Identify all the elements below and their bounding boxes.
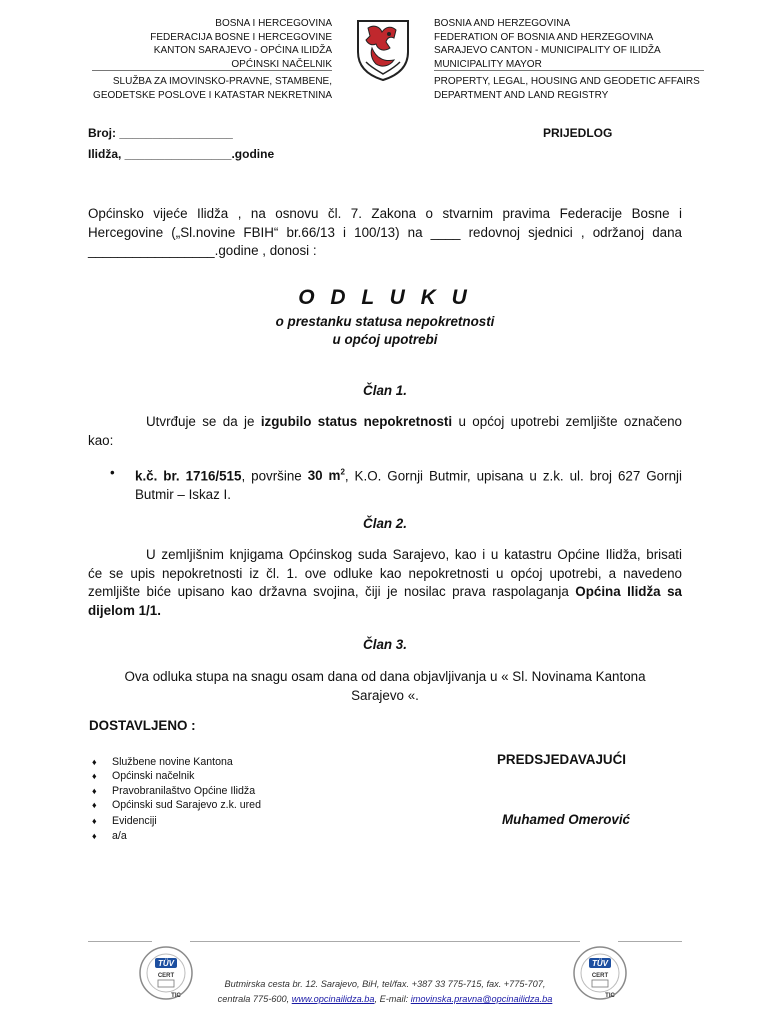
header-right-line: BOSNIA AND HERZEGOVINA — [434, 18, 571, 29]
header-right-line: MUNICIPALITY MAYOR — [434, 58, 542, 70]
diamond-bullet-icon: ♦ — [92, 785, 97, 796]
distribution-item-label: a/a — [112, 830, 127, 843]
parcel-line: Butmir – Iskaz I. — [135, 486, 231, 502]
clan-2-emphasis: dijelom 1/1. — [88, 602, 161, 618]
parcel-area — [308, 468, 345, 483]
footer-divider — [618, 941, 682, 942]
diamond-bullet-icon: ♦ — [92, 771, 97, 782]
intro-paragraph — [88, 205, 682, 261]
footer-divider — [190, 941, 580, 942]
clan-2-line — [88, 602, 682, 621]
subtitle-line: u općoj upotrebi — [332, 332, 438, 347]
subtitle-line: o prestanku statusa nepokretnosti — [275, 314, 495, 329]
diamond-bullet-icon: ♦ — [92, 800, 97, 811]
header-left-dept: GEODETSKE POSLOVE I KATASTAR NEKRETNINA — [93, 89, 332, 101]
header-left-divider — [92, 70, 332, 71]
header-right — [434, 17, 700, 103]
document-subtitle — [0, 313, 770, 349]
distribution-item-label: Pravobranilaštvo Općine Ilidža — [112, 784, 256, 797]
signature-name: Muhamed Omerović — [502, 812, 630, 827]
header-left-line: OPĆINSKI NAČELNIK — [231, 58, 332, 70]
intro-line: Hercegovine („Sl.novine FBIH“ br.66/13 i 100/13) na ____ redovnoj sjednici , održanoj dana — [88, 224, 682, 240]
signature-role: PREDSJEDAVAJUĆI — [497, 752, 626, 767]
distribution-item — [92, 814, 261, 828]
email-link[interactable]: imovinska.pravna@opcinailidza.ba — [410, 994, 553, 1004]
cert-brand-text: TÜV — [592, 959, 608, 968]
clan-3-line: Sarajevo «. — [351, 687, 419, 703]
cert-brand-text: TÜV — [158, 959, 174, 968]
clan-1-line: kao: — [88, 432, 114, 448]
broj-field: Broj: _________________ — [88, 126, 233, 140]
distribution-item — [92, 784, 261, 798]
clan-1-emphasis: izgubilo status nepokretnosti — [260, 414, 453, 429]
distribution-list — [92, 755, 261, 843]
distribution-item-label: Evidenciji — [112, 814, 157, 827]
website-link[interactable]: www.opcinailidza.ba — [291, 994, 375, 1004]
header-left-line: KANTON SARAJEVO - OPĆINA ILIDŽA — [153, 45, 332, 57]
distribution-item — [92, 829, 261, 843]
parcel-area-value: 30 m — [307, 468, 341, 484]
parcel-line — [135, 464, 682, 486]
clan-1-line — [88, 413, 682, 432]
footer-text: , E-mail: — [374, 994, 411, 1004]
bullet: • — [110, 465, 115, 480]
distribution-item-label: Općinski sud Sarajevo z.k. ured — [112, 799, 261, 812]
distribution-item — [92, 798, 261, 812]
clan-2-text: zemljište biće upisano kao državna svojina, čiji je nosilac prava raspolaganja — [88, 584, 576, 599]
header-left-line: BOSNA I HERCEGOVINA — [215, 18, 332, 29]
header-right-dept: PROPERTY, LEGAL, HOUSING AND GEODETIC AFFAIRS — [434, 76, 700, 88]
footer-contact-line — [0, 992, 770, 1007]
header-right-line: SARAJEVO CANTON - MUNICIPALITY OF ILIDŽA — [434, 45, 661, 57]
distribution-item — [92, 755, 261, 769]
cert-code-text: TIC — [605, 993, 615, 999]
header-left-line: FEDERACIJA BOSNE I HERCEGOVINE — [150, 31, 332, 43]
clan-1-heading: Član 1. — [363, 383, 407, 398]
clan-2-line: U zemljišnim knjigama Općinskog suda Sarajevo, kao i u katastru Općine Ilidža, brisati — [146, 547, 682, 562]
parcel-area-unit: 2 — [340, 468, 345, 477]
distribution-item-label: Službene novine Kantona — [112, 756, 233, 768]
cert-label-text: CERT — [591, 973, 609, 979]
parcel-list-item — [108, 464, 682, 504]
clan-2-heading: Član 2. — [363, 516, 407, 531]
clan-1-text: u općoj upotrebi zemljište označeno — [452, 414, 682, 429]
parcel-number: k.č. br. 1716/515 — [135, 468, 242, 484]
footer-text: centrala 775-600, — [217, 994, 292, 1004]
diamond-bullet-icon: ♦ — [92, 815, 97, 826]
prijedlog-label: PRIJEDLOG — [543, 126, 613, 140]
parcel-text: , površine — [241, 468, 308, 484]
ilidza-date-field: Ilidža, ________________.godine — [88, 147, 275, 161]
footer-address: Butmirska cesta br. 12. Sarajevo, BiH, tel/fax. +387 33 775-715, fax. +775-707, — [224, 979, 546, 989]
header-right-divider — [434, 70, 704, 71]
header-left — [93, 17, 332, 103]
intro-line: _________________.godine , donosi : — [88, 243, 317, 258]
header-right-dept: DEPARTMENT AND LAND REGISTRY — [434, 89, 609, 101]
cert-label-text: CERT — [157, 973, 175, 979]
clan-2-paragraph — [88, 546, 682, 620]
cert-code-text: TIC — [171, 993, 181, 999]
clan-3-line: Ova odluka stupa na snagu osam dana od dana objavljivanja u « Sl. Novinama Kantona — [124, 669, 646, 684]
clan-2-line: će se upis nepokretnosti iz čl. 1. ove odluke kao nepokretnosti u općoj upotrebi, a navedeno — [88, 565, 682, 581]
dostavljeno-label: DOSTAVLJENO : — [89, 718, 196, 733]
intro-line: Općinsko vijeće Ilidža , na osnovu čl. 7. Zakona o stvarnim pravima Federacije Bosne i — [88, 206, 682, 221]
header-left-dept: SLUŽBA ZA IMOVINSKO-PRAVNE, STAMBENE, — [112, 76, 332, 88]
footer-divider — [88, 941, 152, 942]
clan-3-paragraph — [88, 668, 682, 705]
clan-2-line — [88, 583, 682, 602]
clan-2-emphasis: Općina Ilidža sa — [575, 584, 682, 599]
municipality-crest-icon — [354, 18, 412, 82]
clan-1-text: Utvrđuje se da je — [146, 414, 261, 429]
footer-contact — [0, 977, 770, 1007]
clan-1-paragraph — [88, 413, 682, 450]
distribution-item — [92, 769, 261, 783]
document-title: O D L U K U — [298, 286, 472, 309]
distribution-item-label: Općinski načelnik — [112, 770, 195, 783]
diamond-bullet-icon: ♦ — [92, 831, 97, 842]
diamond-bullet-icon: ♦ — [92, 757, 97, 767]
clan-3-heading: Član 3. — [363, 637, 407, 652]
header-right-line: FEDERATION OF BOSNIA AND HERZEGOVINA — [434, 31, 654, 43]
parcel-text: , K.O. Gornji Butmir, upisana u z.k. ul. broj 627 Gornji — [344, 468, 682, 484]
